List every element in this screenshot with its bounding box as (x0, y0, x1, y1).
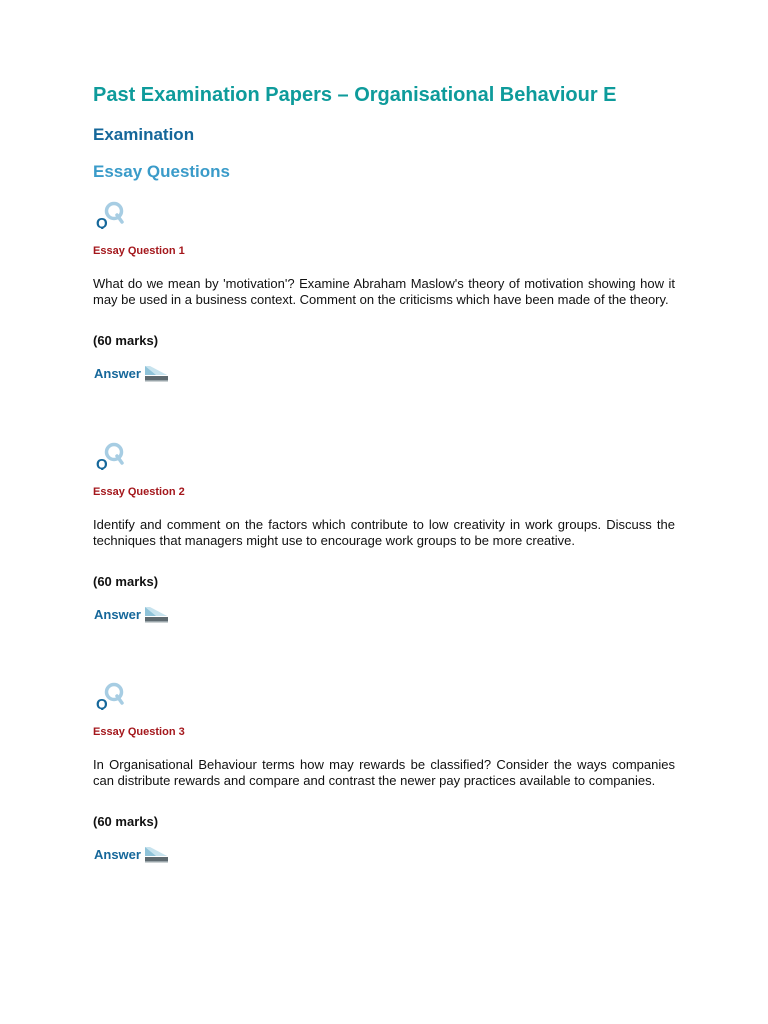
answer-link[interactable] (94, 364, 168, 382)
examination-heading: Examination (93, 125, 195, 144)
question-label: Essay Question 3 (93, 726, 185, 738)
question-marks: (60 marks) (93, 333, 159, 348)
question-text: What do we mean by 'motivation'? Examine Abraham Maslow's theory of motivation showing how it may be used in a business context. Comment on the criticisms which have been made of the theory. (93, 276, 675, 307)
document-title: Past Examination Papers – Organisational Behaviour E (93, 84, 617, 106)
answer-link[interactable] (94, 845, 168, 863)
question-marks: (60 marks) (93, 814, 159, 829)
essay-questions-heading: Essay Questions (93, 162, 231, 181)
question-q-icon (95, 201, 127, 229)
answer-arrow-icon (144, 364, 168, 382)
question-marks: (60 marks) (93, 574, 159, 589)
answer-label: Answer (94, 366, 141, 381)
answer-arrow-icon (144, 605, 168, 623)
question-label: Essay Question 2 (93, 486, 185, 498)
question-text: In Organisational Behaviour terms how may rewards be classified? Consider the ways companies can distribute rewards and compare and contrast the newer pay practices available to companies. (93, 757, 675, 788)
answer-arrow-icon (144, 845, 168, 863)
answer-link[interactable] (94, 605, 168, 623)
question-label: Essay Question 1 (93, 245, 185, 257)
question-q-icon (95, 442, 127, 470)
question-q-icon (95, 682, 127, 710)
answer-label: Answer (94, 607, 141, 622)
answer-label: Answer (94, 847, 141, 862)
question-text: Identify and comment on the factors which contribute to low creativity in work groups. Discuss the techniques that managers might use to encourage work groups to be more creative. (93, 517, 675, 548)
